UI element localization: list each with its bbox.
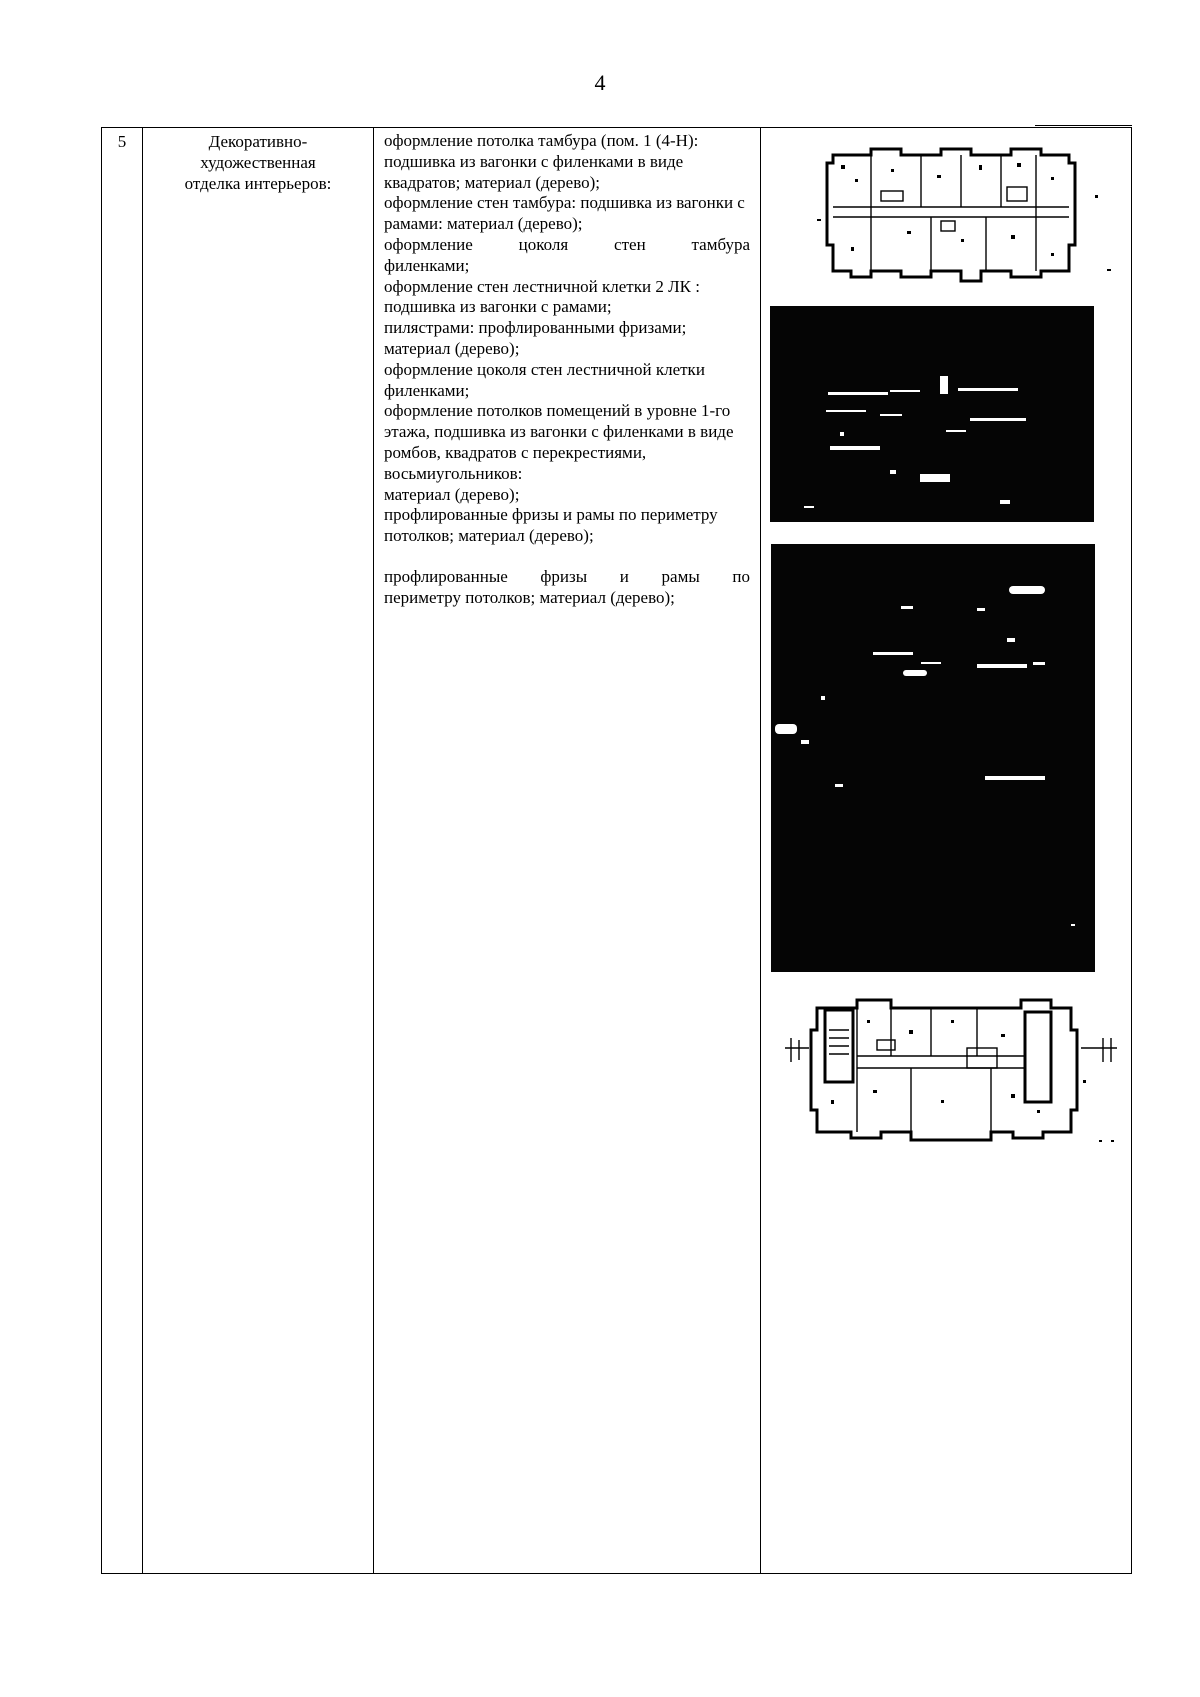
description-paragraph: оформление стен лестничной клетки 2 ЛК : подшивка из вагонки с рамами; [384,276,700,317]
description-cell [374,128,761,1574]
interior-photo-1 [770,306,1094,522]
description-paragraph: периметру потолков; материал (дерево); [384,587,675,607]
floor-plan-top [811,135,1131,295]
description-paragraph: профлированные фризы и рамы по периметру потолков; материал (дерево); [384,505,718,546]
page-number: 4 [594,70,606,95]
section-title-line: художественная [200,153,316,172]
floor-plan-icon [781,990,1131,1150]
table-row [102,128,1132,1574]
floor-plan-icon [811,135,1131,295]
row-number: 5 [102,128,143,1574]
interior-photo-2 [771,544,1095,972]
section-title [143,128,374,1574]
description-paragraph: материал (дерево); [384,338,520,358]
description-paragraph: оформление стен тамбура: подшивка из вагонки с рамами: материал (дерево); [384,193,745,234]
description-paragraph: оформление потолка тамбура (пом. 1 (4-Н): подшивка из вагонки с филенками в виде квадратов; материал (дерево); [384,131,699,192]
description-paragraph: оформление цоколя стен тамбура [384,234,750,254]
description-paragraph: оформление цоколя стен лестничной клетки филенками; [384,359,705,400]
section-title-line: отделка интерьеров: [184,174,332,193]
photo-icon [770,306,1094,522]
description-paragraph: филенками; [384,255,470,275]
photo-icon [771,544,1095,972]
document-table [101,127,1132,1574]
description-paragraph: оформление потолков помещений в уровне 1-го этажа, подшивка из вагонки с филенками в виде ромбов, квадратов с перекрестиями, [384,401,734,462]
top-divider-line [1035,125,1132,126]
description-paragraph: пилястрами: профлированными фризами; [384,318,687,338]
description-paragraph: восьмиугольников: [384,463,523,483]
section-title-line: Декоративно- [208,132,308,151]
images-cell [761,128,1132,1574]
description-paragraph: профлированные фризы и рамы по [384,566,750,586]
floor-plan-bottom [781,990,1131,1150]
description-paragraph: материал (дерево); [384,484,520,504]
